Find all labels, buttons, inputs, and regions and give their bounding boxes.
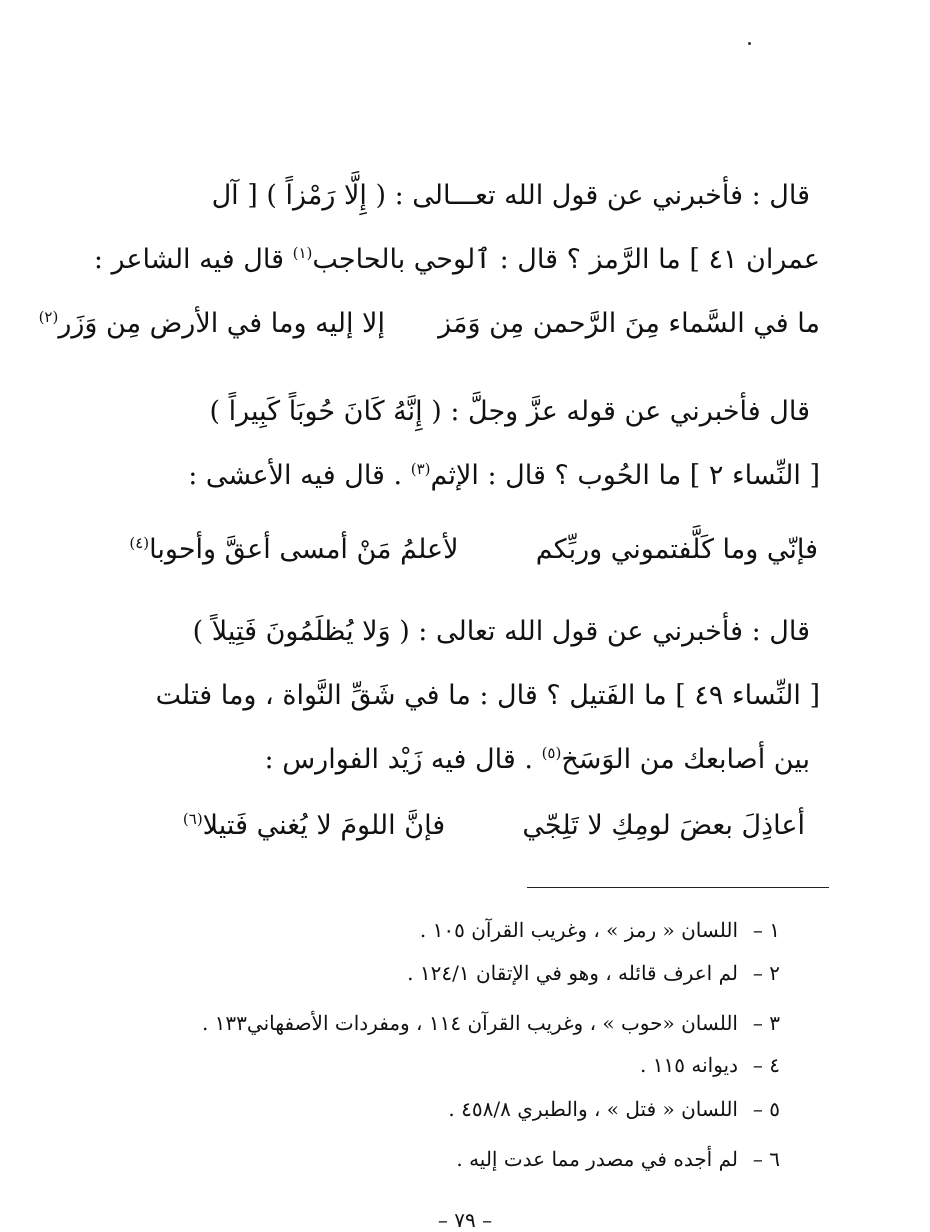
verse-2-hemistich-1: فإنّي وما كَلَّفتموني وربِّكم xyxy=(535,534,818,565)
footnote-marker-5: (٥) xyxy=(541,744,562,762)
footnote-marker-1: (١) xyxy=(292,244,313,262)
verse-3-hemistich-2: فإنَّ اللومَ لا يُغني فَتيلا xyxy=(202,810,446,841)
footnote-5 xyxy=(448,1094,780,1124)
page-number: – ٧٩ – xyxy=(437,1208,493,1232)
footnote-marker-3: (٣) xyxy=(410,460,431,478)
footnote-6-text: لم أجده في مصدر مما عدت إليه . xyxy=(456,1147,738,1171)
body-line-5: قال : فأخبرني عن قول الله تعالى : ( وَلا يُظلَمُونَ فَتِيلاً ) xyxy=(192,616,810,647)
body-line-4-tail: . قال فيه الأعشى : xyxy=(188,460,403,491)
footnote-1-number: ١ – xyxy=(752,918,780,942)
footnote-5-number: ٥ – xyxy=(752,1097,780,1121)
footnote-2 xyxy=(407,958,780,988)
verse-3-hemistich-1: أعاذِلَ بعضَ لومِكِ لا تَلِجّي xyxy=(522,810,805,841)
footnote-2-text: لم اعرف قائله ، وهو في الإتقان ١٢٤/١ . xyxy=(407,961,738,985)
footnote-3-number: ٣ – xyxy=(752,1011,780,1035)
body-line-7-tail: . قال فيه زَيْد الفوارس : xyxy=(264,744,533,775)
footnote-6 xyxy=(456,1144,780,1174)
footnote-marker-2: (٢) xyxy=(38,308,59,326)
body-line-1: قال : فأخبرني عن قول الله تعـــالى : ( إِلَّا رَمْزاً ) [ آل xyxy=(211,180,810,211)
body-line-2 xyxy=(94,240,820,280)
scan-speck xyxy=(748,42,751,45)
body-line-3: قال فأخبرني عن قوله عزَّ وجلَّ : ( إِنَّهُ كَانَ حُوبَاً كَبِيراً ) xyxy=(209,396,810,427)
footnote-4-number: ٤ – xyxy=(752,1053,780,1077)
footnote-6-number: ٦ – xyxy=(752,1147,780,1171)
footnote-5-text: اللسان « فتل » ، والطبري ٤٥٨/٨ . xyxy=(448,1097,738,1121)
footnote-marker-4: (٤) xyxy=(129,534,150,552)
footnote-1-text: اللسان « رمز » ، وغريب القرآن ١٠٥ . xyxy=(419,918,738,942)
body-line-2-tail: قال فيه الشاعر : xyxy=(93,244,285,275)
body-line-7-text: بين أصابعك من الوَسَخ xyxy=(561,744,810,775)
footnote-marker-6: (٦) xyxy=(182,810,203,828)
footnote-3 xyxy=(202,1008,780,1038)
footnote-1 xyxy=(420,915,780,945)
verse-3 xyxy=(183,806,805,846)
body-line-4-text: [ النِّساء ٢ ] ما الحُوب ؟ قال : الإثم xyxy=(430,460,820,491)
verse-1 xyxy=(39,304,820,344)
body-line-6: [ النِّساء ٤٩ ] ما الفَتيل ؟ قال : ما في شَقِّ النَّواة ، وما فتلت xyxy=(155,680,820,711)
body-line-4 xyxy=(188,456,820,496)
body-line-7 xyxy=(265,740,810,780)
footnote-4-text: ديوانه ١١٥ . xyxy=(640,1053,738,1077)
footnote-2-number: ٢ – xyxy=(752,961,780,985)
footnote-3-text: اللسان «حوب » ، وغريب القرآن ١١٤ ، ومفردات الأصفهاني١٣٣ . xyxy=(201,1011,738,1035)
body-line-2-text: عمران ٤١ ] ما الرَّمز ؟ قال : ٱلوحي بالحاجب xyxy=(312,244,820,275)
footnote-4 xyxy=(640,1050,780,1080)
verse-2 xyxy=(129,530,818,570)
footnote-rule xyxy=(527,887,829,888)
verse-1-hemistich-2: إلا إليه وما في الأرض مِن وَزَر xyxy=(58,308,385,339)
verse-1-hemistich-1: ما في السَّماء مِنَ الرَّحمن مِن وَمَز xyxy=(438,308,820,339)
verse-2-hemistich-2: لأعلمُ مَنْ أمسى أعقَّ وأحوبا xyxy=(149,534,459,565)
